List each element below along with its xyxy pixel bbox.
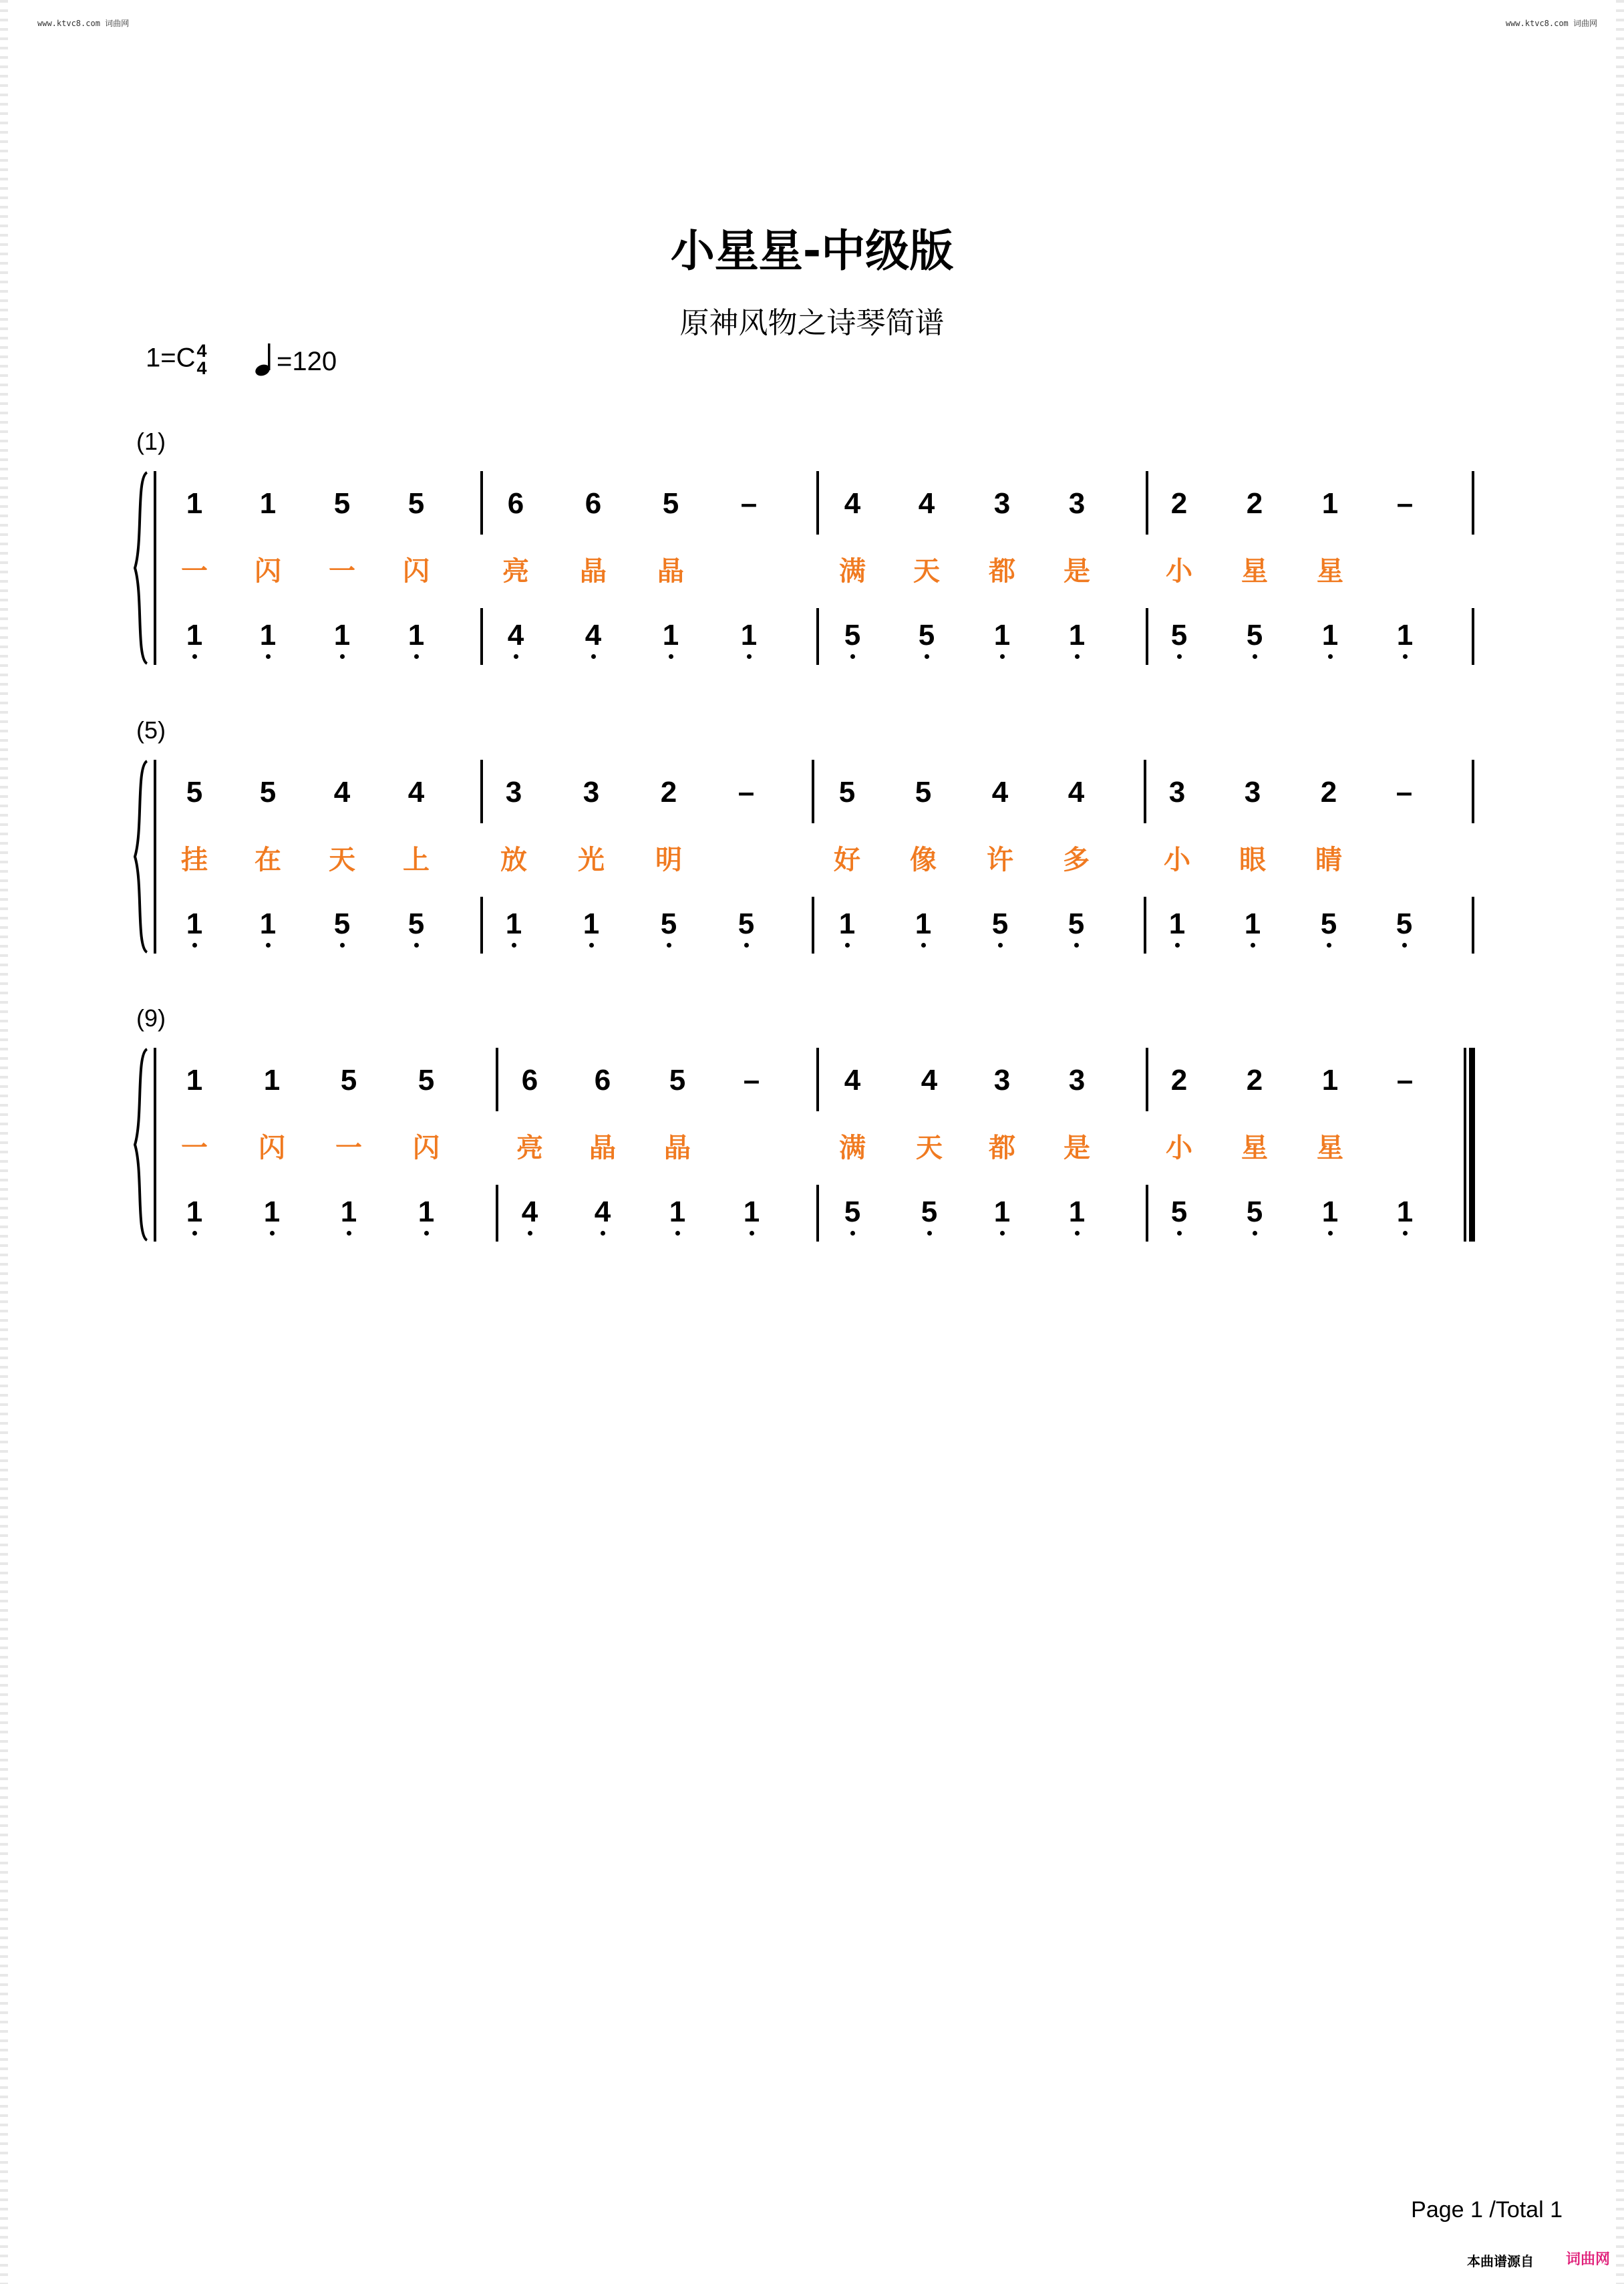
- melody-note: 5: [340, 1064, 357, 1097]
- lyric-char: 明: [655, 845, 682, 875]
- bass-note-digit: 1: [1244, 907, 1261, 940]
- melody-note: 5: [669, 1064, 686, 1097]
- melody-note: 4: [991, 776, 1009, 809]
- barline: [1146, 1185, 1148, 1242]
- time-top: 4: [196, 341, 207, 361]
- low-octave-dot: [414, 943, 419, 948]
- page-title: 小星星-中级版: [670, 225, 954, 277]
- melody-note: 5: [186, 776, 203, 809]
- bass-note-digit: 1: [1396, 1195, 1414, 1228]
- tempo-marking: [254, 342, 337, 377]
- bass-note: [733, 909, 760, 948]
- melody-note: 6: [594, 1064, 611, 1097]
- bass-note-digit: 4: [594, 1195, 611, 1228]
- bass-note-digit: 5: [738, 907, 755, 940]
- bass-note: [181, 621, 208, 659]
- melody-note: –: [1396, 776, 1413, 809]
- low-octave-dot: [750, 1231, 754, 1236]
- barline: [1144, 897, 1146, 954]
- bass-note-digit: 1: [1068, 1195, 1086, 1228]
- measure-number: (1): [136, 428, 166, 455]
- left-edge-strip: [0, 0, 8, 2284]
- brace-icon: [131, 471, 151, 665]
- lyric-char: 星: [1241, 1133, 1268, 1163]
- page-subtitle: 原神风物之诗琴简谱: [679, 306, 945, 340]
- melody-note: 5: [418, 1064, 435, 1097]
- lyric-char: 都: [989, 1133, 1015, 1163]
- bass-note: [736, 621, 762, 659]
- bass-note: [1064, 1197, 1090, 1236]
- melody-note: 2: [1170, 1064, 1188, 1097]
- bass-note-digit: 5: [918, 619, 935, 652]
- lyric-char: 满: [839, 1133, 866, 1163]
- bass-note: [657, 621, 684, 659]
- lyric-char: 亮: [516, 1133, 543, 1163]
- low-octave-dot: [669, 654, 673, 659]
- barline: [154, 471, 156, 665]
- bass-note-digit: 5: [1246, 1195, 1263, 1228]
- melody-note: 4: [921, 1064, 938, 1097]
- bass-note: [1241, 621, 1268, 659]
- measure-number: (9): [136, 1004, 166, 1032]
- bass-note-digit: 1: [743, 1195, 760, 1228]
- melody-note: 4: [1068, 776, 1085, 809]
- low-octave-dot: [925, 654, 929, 659]
- lyric-char: 小: [1166, 556, 1192, 587]
- brace-icon: [131, 1048, 151, 1242]
- bass-note: [989, 1197, 1015, 1236]
- bass-note-digit: 1: [418, 1195, 435, 1228]
- bass-note: [335, 1197, 362, 1236]
- bass-note: [1315, 909, 1342, 948]
- low-octave-dot: [1075, 654, 1080, 659]
- bass-note-digit: 1: [263, 1195, 281, 1228]
- bass-note-digit: 5: [844, 1195, 861, 1228]
- lyric-char: 一: [329, 556, 355, 587]
- lyric-char: 都: [989, 556, 1015, 587]
- barline: [816, 471, 819, 535]
- lyric-char: 一: [181, 1133, 208, 1163]
- bass-note: [1392, 1197, 1418, 1236]
- time-signature: [197, 342, 207, 377]
- melody-note: –: [1396, 1064, 1414, 1097]
- lyric-char: 许: [987, 845, 1013, 875]
- low-octave-dot: [927, 1231, 932, 1236]
- melody-note: –: [740, 487, 758, 520]
- bass-note: [1391, 909, 1418, 948]
- barline: [154, 1048, 156, 1242]
- bass-note-digit: 1: [740, 619, 758, 652]
- bass-note: [839, 621, 866, 659]
- lyric-char: 天: [916, 1133, 943, 1163]
- lyric-char: 小: [1164, 845, 1190, 875]
- bass-note: [255, 909, 281, 948]
- final-barline-thin: [1464, 1048, 1466, 1242]
- bass-note-digit: 4: [507, 619, 524, 652]
- barline: [480, 760, 483, 823]
- bass-note-digit: 1: [669, 1195, 686, 1228]
- low-octave-dot: [1074, 943, 1079, 948]
- barline: [1472, 471, 1474, 535]
- bass-note: [1064, 621, 1090, 659]
- bass-note-digit: 5: [1320, 907, 1337, 940]
- bass-note-digit: 1: [259, 619, 277, 652]
- melody-note: 1: [186, 487, 203, 520]
- lyric-char: 上: [403, 845, 430, 875]
- melody-note: 5: [333, 487, 351, 520]
- bass-note-digit: 1: [333, 619, 351, 652]
- bass-note-digit: 4: [585, 619, 602, 652]
- bass-note: [1392, 621, 1418, 659]
- melody-note: 5: [915, 776, 932, 809]
- low-octave-dot: [850, 654, 855, 659]
- low-octave-dot: [601, 1231, 605, 1236]
- bass-note-digit: 1: [583, 907, 600, 940]
- melody-note: 4: [844, 1064, 861, 1097]
- low-octave-dot: [921, 943, 926, 948]
- tempo-value: =120: [277, 347, 337, 376]
- melody-note: 1: [1321, 487, 1339, 520]
- bass-note: [403, 621, 430, 659]
- bass-note: [913, 621, 940, 659]
- bass-note-digit: 5: [991, 907, 1009, 940]
- lyric-char: 是: [1064, 1133, 1090, 1163]
- lyric-char: 闪: [259, 1133, 285, 1163]
- bass-note: [1239, 909, 1266, 948]
- bass-note-digit: 1: [340, 1195, 357, 1228]
- bass-note-digit: 1: [662, 619, 679, 652]
- barline: [1146, 608, 1148, 665]
- lyric-char: 眼: [1239, 845, 1266, 875]
- bass-note: [1317, 1197, 1343, 1236]
- bass-note: [1063, 909, 1090, 948]
- low-octave-dot: [589, 943, 594, 948]
- melody-note: 5: [662, 487, 679, 520]
- melody-note: 3: [993, 487, 1011, 520]
- bass-note: [1317, 621, 1343, 659]
- low-octave-dot: [1075, 1231, 1080, 1236]
- lyric-char: 一: [181, 556, 208, 587]
- brace-icon: [131, 760, 151, 954]
- final-barline-thick: [1469, 1048, 1475, 1242]
- bass-note: [255, 621, 281, 659]
- melody-note: 2: [1246, 1064, 1263, 1097]
- low-octave-dot: [591, 654, 596, 659]
- bass-note-digit: 4: [521, 1195, 538, 1228]
- lyric-char: 放: [500, 845, 527, 875]
- low-octave-dot: [1000, 654, 1005, 659]
- low-octave-dot: [998, 943, 1003, 948]
- lyric-char: 像: [910, 845, 937, 875]
- bass-note-digit: 1: [915, 907, 932, 940]
- lyric-char: 光: [578, 845, 605, 875]
- bass-note-digit: 5: [1396, 907, 1413, 940]
- melody-note: 1: [259, 487, 277, 520]
- low-octave-dot: [1177, 1231, 1182, 1236]
- bass-note: [834, 909, 860, 948]
- melody-note: –: [738, 776, 755, 809]
- bass-note-digit: 1: [186, 907, 203, 940]
- melody-note: 5: [259, 776, 277, 809]
- low-octave-dot: [270, 1231, 275, 1236]
- bass-note-digit: 5: [1170, 1195, 1188, 1228]
- low-octave-dot: [1328, 654, 1333, 659]
- low-octave-dot: [1403, 1231, 1408, 1236]
- lyric-char: 多: [1063, 845, 1090, 875]
- bass-note: [987, 909, 1013, 948]
- bass-note-digit: 5: [1170, 619, 1188, 652]
- lyric-char: 晶: [664, 1133, 691, 1163]
- time-bottom: 4: [196, 358, 207, 378]
- low-octave-dot: [340, 654, 345, 659]
- low-octave-dot: [1327, 943, 1331, 948]
- low-octave-dot: [675, 1231, 680, 1236]
- key-label: 1=C: [146, 343, 196, 373]
- melody-note: –: [743, 1064, 760, 1097]
- low-octave-dot: [1000, 1231, 1005, 1236]
- lyric-char: 闪: [413, 1133, 440, 1163]
- bass-note-digit: 1: [1168, 907, 1186, 940]
- low-octave-dot: [1175, 943, 1180, 948]
- lyric-char: 天: [329, 845, 355, 875]
- melody-note: –: [1396, 487, 1414, 520]
- lyric-char: 好: [834, 845, 860, 875]
- melody-note: 4: [408, 776, 425, 809]
- bass-note: [502, 621, 529, 659]
- bass-note-digit: 1: [186, 1195, 203, 1228]
- melody-note: 3: [583, 776, 600, 809]
- melody-note: 3: [505, 776, 522, 809]
- bass-note: [329, 621, 355, 659]
- low-octave-dot: [192, 943, 197, 948]
- low-octave-dot: [266, 943, 271, 948]
- bass-note-digit: 5: [921, 1195, 938, 1228]
- bass-note: [259, 1197, 285, 1236]
- bass-note: [989, 621, 1015, 659]
- source-label: 本曲谱源自: [1467, 2253, 1534, 2269]
- melody-note: 2: [1170, 487, 1188, 520]
- melody-note: 3: [1168, 776, 1186, 809]
- barline: [812, 760, 814, 823]
- low-octave-dot: [514, 654, 518, 659]
- barline: [480, 608, 483, 665]
- low-octave-dot: [1253, 654, 1257, 659]
- measure-number: (5): [136, 716, 166, 744]
- bass-note: [664, 1197, 691, 1236]
- melody-note: 6: [507, 487, 524, 520]
- lyric-char: 睛: [1315, 845, 1342, 875]
- bass-note-digit: 1: [1068, 619, 1086, 652]
- barline: [816, 608, 819, 665]
- low-octave-dot: [528, 1231, 532, 1236]
- low-octave-dot: [192, 654, 197, 659]
- melody-note: 4: [844, 487, 861, 520]
- melody-note: 6: [585, 487, 602, 520]
- lyric-char: 闪: [255, 556, 281, 587]
- lyric-char: 晶: [580, 556, 607, 587]
- low-octave-dot: [424, 1231, 429, 1236]
- barline: [1146, 1048, 1148, 1111]
- key-signature: [146, 342, 207, 377]
- bass-note-digit: 5: [408, 907, 425, 940]
- low-octave-dot: [512, 943, 516, 948]
- lyric-char: 天: [913, 556, 940, 587]
- lyric-char: 星: [1241, 556, 1268, 587]
- low-octave-dot: [850, 1231, 855, 1236]
- bass-note: [589, 1197, 616, 1236]
- low-octave-dot: [747, 654, 752, 659]
- barline: [496, 1185, 498, 1242]
- lyric-char: 亮: [502, 556, 529, 587]
- barline: [480, 471, 483, 535]
- low-octave-dot: [192, 1231, 197, 1236]
- page-number: Page 1 /Total 1: [1411, 2197, 1563, 2223]
- barline: [812, 897, 814, 954]
- low-octave-dot: [347, 1231, 351, 1236]
- bass-note-digit: 1: [993, 619, 1011, 652]
- header-left: www.ktvc8.com 词曲网: [37, 19, 130, 28]
- low-octave-dot: [744, 943, 749, 948]
- bass-note: [1164, 909, 1190, 948]
- lyric-char: 满: [839, 556, 866, 587]
- melody-note: 2: [1320, 776, 1337, 809]
- bass-note: [580, 621, 607, 659]
- low-octave-dot: [340, 943, 345, 948]
- lyric-char: 小: [1166, 1133, 1192, 1163]
- bass-note-digit: 1: [186, 619, 203, 652]
- barline: [154, 760, 156, 954]
- low-octave-dot: [845, 943, 850, 948]
- melody-note: 6: [521, 1064, 538, 1097]
- melody-note: 3: [1068, 1064, 1086, 1097]
- lyric-char: 晶: [657, 556, 684, 587]
- lyric-char: 在: [255, 845, 281, 875]
- lyric-char: 是: [1064, 556, 1090, 587]
- quarter-note-icon: [254, 342, 277, 377]
- bass-note: [655, 909, 682, 948]
- melody-note: 3: [1068, 487, 1086, 520]
- low-octave-dot: [266, 654, 271, 659]
- lyric-char: 挂: [181, 845, 208, 875]
- barline: [816, 1048, 819, 1111]
- melody-note: 1: [263, 1064, 281, 1097]
- low-octave-dot: [1251, 943, 1255, 948]
- bass-note: [910, 909, 937, 948]
- site-logo: 词曲网: [1566, 2251, 1611, 2268]
- lyric-char: 闪: [403, 556, 430, 587]
- low-octave-dot: [414, 654, 419, 659]
- bass-note-digit: 1: [408, 619, 425, 652]
- lyric-char: 一: [335, 1133, 362, 1163]
- bass-note-digit: 1: [1321, 1195, 1339, 1228]
- melody-note: 3: [993, 1064, 1011, 1097]
- bass-note: [500, 909, 527, 948]
- bass-note: [413, 1197, 440, 1236]
- bass-note: [839, 1197, 866, 1236]
- bass-note-digit: 1: [259, 907, 277, 940]
- melody-note: 2: [1246, 487, 1263, 520]
- bass-note-digit: 5: [660, 907, 677, 940]
- header-right: www.ktvc8.com 词曲网: [1505, 19, 1597, 28]
- low-octave-dot: [1403, 654, 1408, 659]
- bass-note: [738, 1197, 765, 1236]
- bass-note-digit: 5: [333, 907, 351, 940]
- melody-note: 2: [660, 776, 677, 809]
- barline: [1144, 760, 1146, 823]
- low-octave-dot: [1177, 654, 1182, 659]
- low-octave-dot: [1328, 1231, 1333, 1236]
- barline: [1472, 608, 1474, 665]
- bass-note-digit: 1: [1396, 619, 1414, 652]
- melody-note: 4: [918, 487, 935, 520]
- bass-note-digit: 1: [993, 1195, 1011, 1228]
- melody-note: 1: [186, 1064, 203, 1097]
- barline: [1146, 471, 1148, 535]
- bass-note-digit: 5: [1246, 619, 1263, 652]
- bass-note: [578, 909, 605, 948]
- melody-note: 5: [408, 487, 425, 520]
- lyric-char: 星: [1317, 1133, 1343, 1163]
- barline: [1472, 897, 1474, 954]
- bass-note-digit: 5: [844, 619, 861, 652]
- low-octave-dot: [1402, 943, 1407, 948]
- bass-note: [329, 909, 355, 948]
- bass-note: [1166, 621, 1192, 659]
- bass-note: [1241, 1197, 1268, 1236]
- bass-note-digit: 1: [505, 907, 522, 940]
- bass-note: [181, 1197, 208, 1236]
- barline: [496, 1048, 498, 1111]
- bass-note: [1166, 1197, 1192, 1236]
- lyric-char: 晶: [589, 1133, 616, 1163]
- melody-note: 4: [333, 776, 351, 809]
- barline: [480, 897, 483, 954]
- bass-note-digit: 1: [838, 907, 856, 940]
- bass-note-digit: 5: [1068, 907, 1085, 940]
- barline: [816, 1185, 819, 1242]
- bass-note: [916, 1197, 943, 1236]
- lyric-char: 星: [1317, 556, 1343, 587]
- barline: [1472, 760, 1474, 823]
- bass-note: [516, 1197, 543, 1236]
- melody-note: 1: [1321, 1064, 1339, 1097]
- bass-note-digit: 1: [1321, 619, 1339, 652]
- melody-note: 3: [1244, 776, 1261, 809]
- bass-note: [181, 909, 208, 948]
- bass-note: [403, 909, 430, 948]
- low-octave-dot: [1253, 1231, 1257, 1236]
- melody-note: 5: [838, 776, 856, 809]
- low-octave-dot: [667, 943, 671, 948]
- right-edge-strip: [1616, 0, 1624, 2284]
